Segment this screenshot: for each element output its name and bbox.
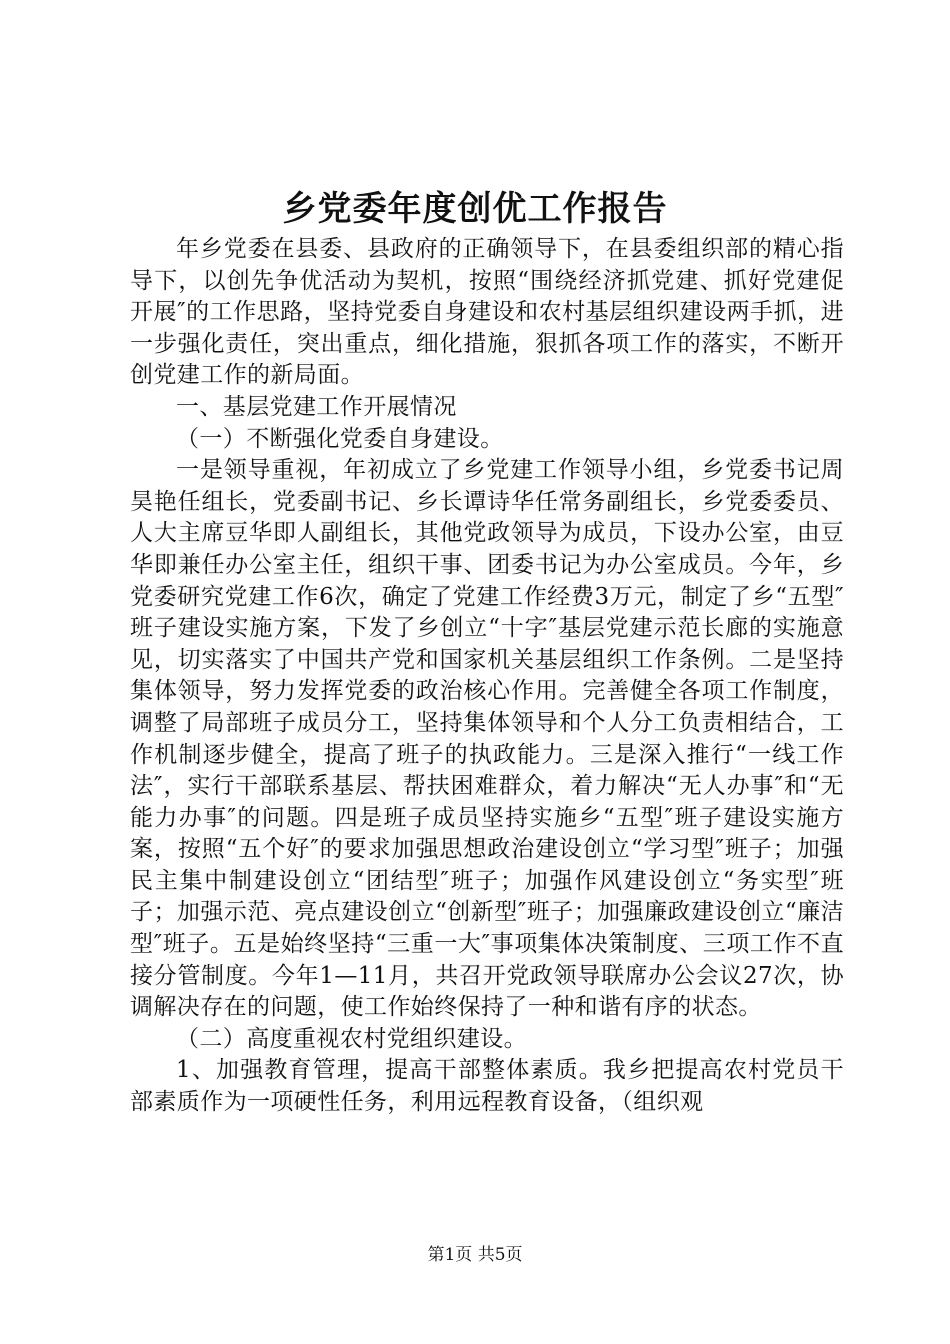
subsection-heading: （二）高度重视农村党组织建设。 [176, 1025, 527, 1052]
subsection-heading: （一）不断强化党委自身建设。 [176, 425, 504, 452]
document-body [130, 234, 844, 1119]
page-footer: 第1页 共5页 [427, 1245, 523, 1265]
document-title: 乡党委年度创优工作报告 [282, 189, 668, 229]
section-heading: 一、基层党建工作开展情况 [176, 393, 457, 420]
body-paragraph: 一是领导重视，年初成立了乡党建工作领导小组，乡党委书记周昊艳任组长，党委副书记、乡长谭诗华任常务副组长，乡党委委员、人大主席豆华即人副组长，其他党政领导为成员，下设办公室，由豆华即兼任办公室主任，组织干事、团委书记为办公室成员。今年，乡党委研究党建工作6次，确定了党建工作经费3万元，制定了乡“五型″班子建设实施方案，下发了乡创立“十字″基层党建示范长廊的实施意见，切实落实了中国共产党和国家机关基层组织工作条例。二是坚持集体领导，努力发挥党委的政治核心作用。完善健全各项工作制度，调整了局部班子成员分工，坚持集体领导和个人分工负责相结合，工作机制逐步健全，提高了班子的执政能力。三是深入推行“一线工作法″，实行干部联系基层、帮扶困难群众，着力解决“无人办事″和“无能力办事″的问题。四是班子成员坚持实施乡“五型″班子建设实施方案，按照“五个好″的要求加强思想政治建设创立“学习型″班子；加强民主集中制建设创立“团结型″班子；加强作风建设创立“务实型″班子；加强示范、亮点建设创立“创新型″班子；加强廉政建设创立“廉洁型″班子。五是始终坚持“三重一大″事项集体决策制度、三项工作不直接分管制度。今年1—11月，共召开党政领导联席办公会议27次，协调解决存在的问题，使工作始终保持了一种和谐有序的状态。 [130, 457, 844, 1021]
body-paragraph: 1、加强教育管理，提高干部整体素质。我乡把提高农村党员干部素质作为一项硬性任务，利用远程教育设备，（组织观 [130, 1057, 844, 1116]
intro-paragraph: 年乡党委在县委、县政府的正确领导下，在县委组织部的精心指导下，以创先争优活动为契机，按照“围绕经济抓党建、抓好党建促开展″的工作思路，坚持党委自身建设和农村基层组织建设两手抓，进一步强化责任，突出重点，细化措施，狠抓各项工作的落实，不断开创党建工作的新局面。 [130, 236, 844, 389]
